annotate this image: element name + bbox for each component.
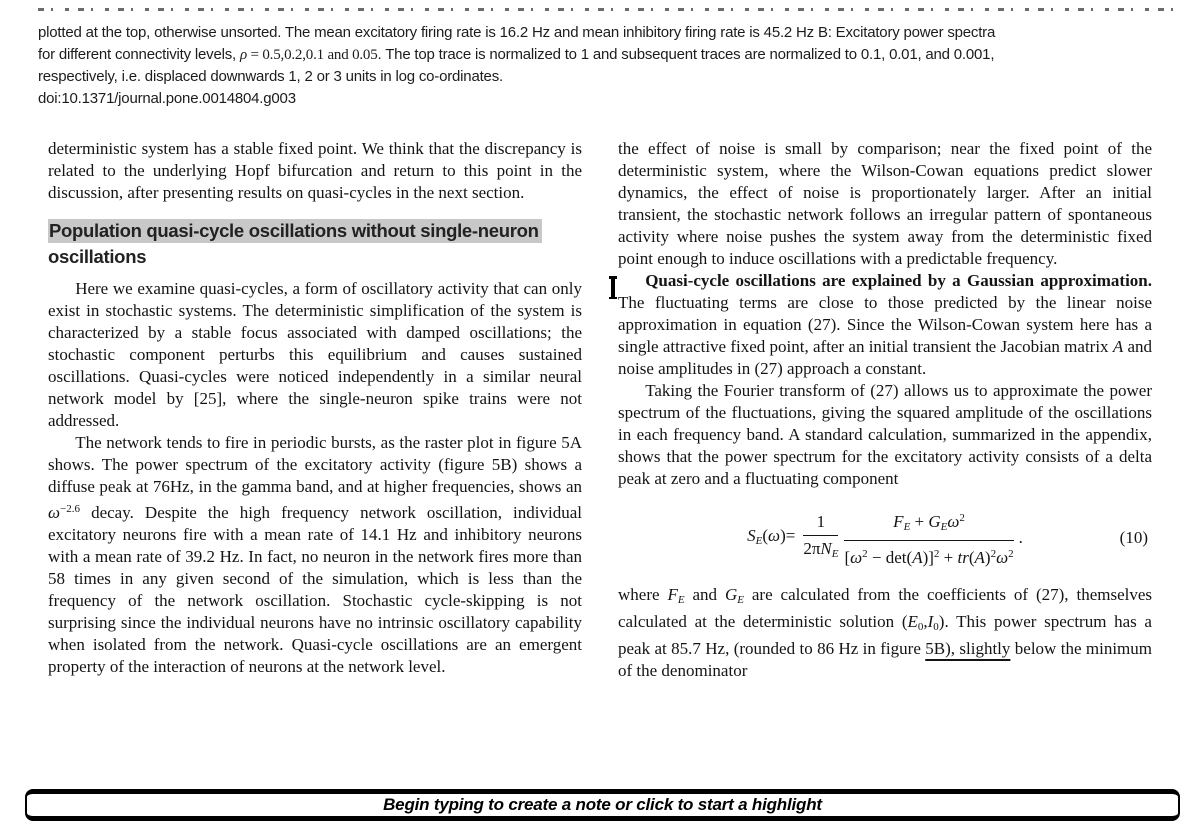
fraction-denominator: 2πNE: [803, 539, 839, 560]
equation-period: .: [1018, 528, 1023, 547]
equation-lhs: SE(ω)=: [747, 525, 796, 547]
fraction-numerator: 1: [803, 511, 838, 536]
caption-line: respectively, i.e. displaced downwards 1, 2 or 3 units in log co-ordinates.: [38, 68, 503, 85]
caption-line: plotted at the top, otherwise unsorted. The mean excitatory firing rate is 16.2 Hz and mean inhibitory firing rate is 45.2 Hz B: Excitatory power spectra: [38, 24, 996, 41]
equation-fraction-1: [803, 511, 838, 565]
text-cursor-icon: [609, 276, 617, 299]
figure-caption[interactable]: [38, 2, 1182, 109]
paragraph[interactable]: Here we examine quasi-cycles, a form of oscillatory activity that can only exist in stochastic systems. The deterministic simplification of the system is characterized by a stable focus associated with damped oscillations; the stochastic component perturbs this equilibrium and causes sustained oscillations. Quasi-cycles were noticed independently in a similar neural network model by [25], where the single-neuron spike trains were not addressed.: [48, 279, 582, 430]
fraction-denominator: $[\omega^2 - \det(A)]^2 + tr(A)^2\omega^2$: [844, 548, 1014, 567]
heading-highlighted-line[interactable]: Population quasi-cycle oscillations without single-neuron: [48, 219, 542, 243]
equation-number: (10): [1119, 528, 1148, 547]
equation-fraction-2: [844, 507, 1013, 569]
note-bar-message: Begin typing to create a note or click to start a highlight: [383, 795, 822, 814]
fraction-numerator: FE + GEω$^2$: [844, 507, 1013, 541]
section-heading[interactable]: [48, 218, 582, 270]
paragraph[interactable]: where FE and GE are calculated from the coefficients of (27), themselves calculated at the deterministic solution (E0,I0). This power spectrum has a peak at 85.7 Hz, (rounded to 86 Hz in figure 5B), slightly below the minimum of the denominator: [618, 585, 1153, 680]
right-column[interactable]: [618, 138, 1152, 682]
caption-line: for different connectivity levels, ρ = 0.5,0.2,0.1 and 0.05. The top trace is normalized to 1 and subsequent traces are normalized to 0.1, 0.01, and 0.001,: [38, 45, 995, 63]
paragraph[interactable]: Taking the Fourier transform of (27) allows us to approximate the power spectrum of the fluctuations, giving the squared amplitude of the oscillations in each frequency band. A standard calculation, summarized in the appendix, shows that the power spectrum for the excitatory activity consists of a delta peak at zero and a fluctuating component: [618, 381, 1152, 488]
paragraph[interactable]: the effect of noise is small by comparison; near the fixed point of the deterministic system, where the Wilson-Cowan equations predict slower dynamics, the effect of noise is proportionately larger. After an initial transient, the stochastic network follows an irregular pattern of spontaneous activity where noise pushes the system away from the deterministic fixed point enough to induce oscillations with a predictable frequency.: [618, 139, 1152, 268]
paragraph[interactable]: deterministic system has a stable fixed point. We think that the discrepancy is related to the underlying Hopf bifurcation and return to this point in the discussion, after presenting results on quasi-cycles in the next section.: [48, 139, 582, 202]
caption-doi: doi:10.1371/journal.pone.0014804.g003: [38, 89, 296, 107]
heading-second-line[interactable]: oscillations: [48, 246, 147, 267]
paragraph[interactable]: The network tends to fire in periodic bursts, as the raster plot in figure 5A shows. The power spectrum of the excitatory activity (figure 5B) shows a diffuse peak at 76Hz, in the gamma band, and at higher frequencies, shows an $\omega^{-2.6}$ decay. Despite the high frequency network oscillation, individual excitatory neurons fire with a mean rate of 14.1 Hz and inhibitory neurons with a mean rate of 39.2 Hz. In fact, no neuron in the network fires more than 58 times in any given second of the simulation, which is less than the frequency of the network oscillation. Stochastic cycle-skipping is not surprising since the individual neurons have no intrinsic oscillatory capability when isolated from the network. Quasi-cycle oscillations are an emergent property of the interaction of neurons at the network level.: [48, 433, 582, 676]
equation-body: [747, 507, 1023, 569]
annotation-note-bar[interactable]: [25, 789, 1180, 821]
equation-10: [618, 507, 1152, 569]
left-column[interactable]: [48, 138, 582, 678]
paragraph-bold-lead[interactable]: Quasi-cycle oscillations are explained by a Gaussian approximation. The fluctuating terms are close to those predicted by the linear noise approximation in equation (27). Since the Wilson-Cowan system here has a single attractive fixed point, after an initial transient the Jacobian matrix A and noise amplitudes in (27) approach a constant.: [618, 271, 1153, 378]
